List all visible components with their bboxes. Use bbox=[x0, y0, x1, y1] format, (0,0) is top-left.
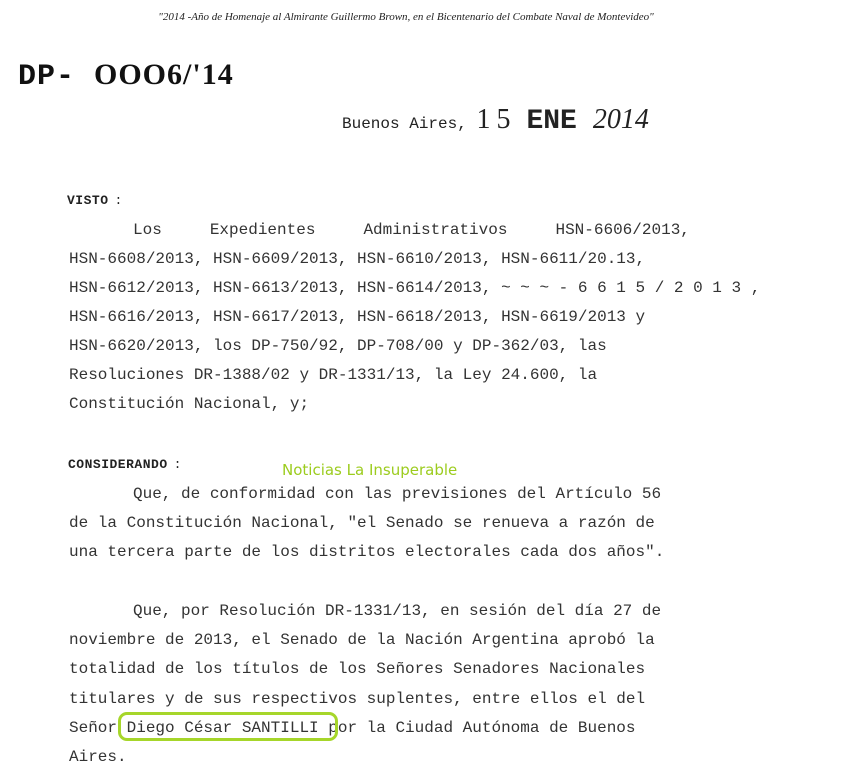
watermark-text: Noticias La Insuperable bbox=[282, 461, 458, 479]
commemorative-motto: "2014 -Año de Homenaje al Almirante Guillermo Brown, en el Bicentenario del Combate Naval de Montevideo" bbox=[158, 11, 654, 23]
visto-line: HSN-6612/2013, HSN-6613/2013, HSN-6614/2013, ~ ~ ~ - 6 6 1 5 / 2 0 1 3 , bbox=[69, 279, 761, 297]
visto-heading-text: VISTO bbox=[67, 193, 109, 208]
date-city: Buenos Aires, bbox=[342, 115, 467, 133]
visto-line: Resoluciones DR-1388/02 y DR-1331/13, la Ley 24.600, la bbox=[69, 366, 598, 384]
name-highlight-box bbox=[118, 712, 338, 741]
document-number bbox=[18, 58, 234, 94]
date-line bbox=[342, 104, 649, 137]
doc-number-value: OOO6/'14 bbox=[94, 58, 234, 91]
visto-line: HSN-6608/2013, HSN-6609/2013, HSN-6610/2013, HSN-6611/20.13, bbox=[69, 250, 646, 268]
considerando-heading-text: CONSIDERANDO bbox=[68, 457, 168, 472]
doc-prefix: DP- bbox=[18, 60, 95, 94]
considerando-p2-line: totalidad de los títulos de los Señores Senadores Nacionales bbox=[69, 660, 646, 678]
visto-colon: : bbox=[114, 193, 123, 208]
considerando-p2-line: noviembre de 2013, el Senado de la Nación Argentina aprobó la bbox=[69, 631, 655, 649]
considerando-heading bbox=[68, 457, 182, 472]
considerando-p2-line: Señor Diego César SANTILLI por la Ciudad Autónoma de Buenos bbox=[69, 719, 636, 737]
date-day: 15 bbox=[476, 104, 517, 135]
visto-line: Constitución Nacional, y; bbox=[69, 395, 310, 413]
considerando-p1-line: una tercera parte de los distritos electorales cada dos años". bbox=[69, 543, 665, 561]
considerando-p2-line: titulares y de sus respectivos suplentes, entre ellos el del bbox=[69, 690, 646, 708]
considerando-p2-line: Que, por Resolución DR-1331/13, en sesión del día 27 de bbox=[133, 602, 662, 620]
considerando-p2-line: Aires. bbox=[69, 748, 127, 766]
date-year: 2014 bbox=[592, 104, 649, 135]
considerando-p1-line: de la Constitución Nacional, "el Senado se renueva a razón de bbox=[69, 514, 655, 532]
considerando-p1-line: Que, de conformidad con las previsiones del Artículo 56 bbox=[133, 485, 662, 503]
visto-line: Los Expedientes Administrativos HSN-6606/2013, bbox=[133, 221, 690, 239]
considerando-colon: : bbox=[173, 457, 182, 472]
date-month: ENE bbox=[526, 106, 577, 137]
visto-heading bbox=[67, 193, 123, 208]
visto-line: HSN-6616/2013, HSN-6617/2013, HSN-6618/2013, HSN-6619/2013 y bbox=[69, 308, 646, 326]
visto-line: HSN-6620/2013, los DP-750/92, DP-708/00 y DP-362/03, las bbox=[69, 337, 607, 355]
